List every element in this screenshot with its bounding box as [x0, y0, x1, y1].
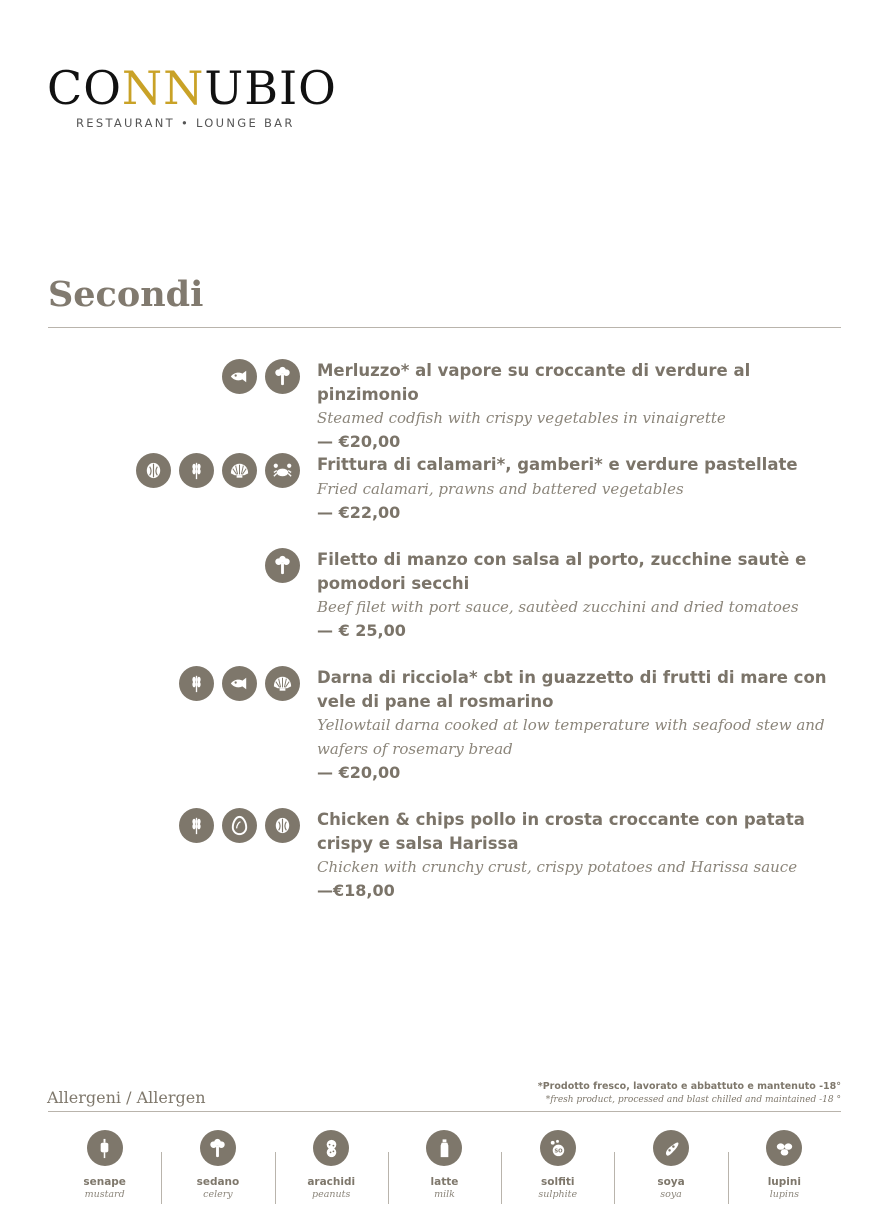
shellfish-icon: [265, 666, 300, 701]
legend-label-it: lupini: [767, 1176, 801, 1188]
legend-label-it: latte: [430, 1176, 459, 1188]
nuts-icon: [265, 808, 300, 843]
logo-tagline: RESTAURANT • LOUNGE BAR: [76, 116, 295, 130]
celery-icon: [265, 359, 300, 394]
dish-name: Chicken & chips pollo in crosta croccante con patata crispy e salsa Harissa: [317, 810, 805, 853]
legend-label-en: lupins: [769, 1189, 799, 1200]
peanut-icon: [313, 1130, 349, 1166]
section-title: Secondi: [48, 274, 204, 315]
wheat-icon: [179, 808, 214, 843]
logo-part1: CO: [47, 61, 122, 115]
allergen-icons: [179, 808, 300, 843]
dish-price: —€18,00: [317, 881, 395, 900]
dish-price: — €20,00: [317, 432, 401, 451]
svg-text:SO: SO: [554, 1148, 563, 1155]
legend-item-soya: [614, 1130, 727, 1201]
legend-label-it: solfiti: [541, 1176, 575, 1188]
celery-icon: [200, 1130, 236, 1166]
legend-label-en: sulphite: [538, 1189, 578, 1200]
legend-label-en: celery: [203, 1189, 233, 1200]
dish-name: Merluzzo* al vapore su croccante di verdure al pinzimonio: [317, 361, 751, 404]
egg-icon: [222, 808, 257, 843]
milk-icon: [426, 1130, 462, 1166]
logo-gold-part: NN: [121, 61, 205, 115]
legend-item-milk: [388, 1130, 501, 1201]
section-divider: [48, 327, 841, 328]
legend-label-en: soya: [660, 1189, 682, 1200]
allergen-legend-title: Allergeni / Allergen: [47, 1088, 206, 1107]
soya-icon: [653, 1130, 689, 1166]
fresh-product-note-it: *Prodotto fresco, lavorato e abbattuto e mantenuto -18°: [537, 1081, 841, 1092]
legend-item-peanuts: [275, 1130, 388, 1201]
legend-label-it: soya: [657, 1176, 685, 1188]
lupins-icon: [766, 1130, 802, 1166]
legend-label-en: mustard: [84, 1189, 125, 1200]
fish-icon: [222, 359, 257, 394]
dish-description: Chicken with crunchy crust, crispy potatoes and Harissa sauce: [317, 858, 798, 876]
dish-description: Fried calamari, prawns and battered vegetables: [317, 479, 684, 498]
legend-label-en: peanuts: [312, 1189, 351, 1200]
legend-label-it: senape: [83, 1176, 126, 1188]
fresh-product-note-en: *fresh product, processed and blast chilled and maintained -18 °: [545, 1095, 841, 1105]
legend-label-it: sedano: [196, 1176, 240, 1188]
dish-description: Steamed codfish with crispy vegetables in vinaigrette: [317, 409, 726, 427]
legend-item-sulphite: [501, 1130, 614, 1201]
legend-item-celery: [161, 1130, 274, 1201]
restaurant-logo: [47, 61, 337, 130]
legend-item-mustard: [48, 1130, 161, 1201]
allergen-legend: [48, 1130, 841, 1201]
logo-part2: UBIO: [204, 61, 337, 115]
celery-icon: [265, 548, 300, 583]
nuts-icon: [136, 453, 171, 488]
allergen-icons: [136, 453, 300, 488]
legend-label-it: arachidi: [307, 1176, 356, 1188]
allergen-icons: [265, 548, 300, 583]
fish-icon: [222, 666, 257, 701]
legend-label-en: milk: [434, 1189, 455, 1200]
dish-name: Filetto di manzo con salsa al porto, zucchine sautè e pomodori secchi: [317, 550, 807, 593]
mustard-icon: [87, 1130, 123, 1166]
dish-name: Frittura di calamari*, gamberi* e verdure pastellate: [317, 455, 798, 474]
sulphite-icon: [540, 1130, 576, 1166]
dish-price: — €22,00: [317, 502, 401, 522]
allergen-divider: [48, 1111, 841, 1112]
allergen-icons: [222, 359, 300, 394]
wheat-icon: [179, 453, 214, 488]
logo-wordmark: [47, 61, 337, 115]
wheat-icon: [179, 666, 214, 701]
shellfish-icon: [222, 453, 257, 488]
dish-name: Darna di ricciola* cbt in guazzetto di frutti di mare con vele di pane al rosmarino: [317, 668, 827, 711]
legend-item-lupins: [728, 1130, 841, 1201]
dish-price: — €20,00: [317, 763, 401, 782]
dish-description: Beef filet with port sauce, sautèed zucchini and dried tomatoes: [317, 598, 799, 616]
dish-description: Yellowtail darna cooked at low temperature with seafood stew and wafers of rosemary bread: [317, 716, 825, 758]
allergen-icons: [179, 666, 300, 701]
dish-price: — € 25,00: [317, 621, 406, 640]
crab-icon: [265, 453, 300, 488]
